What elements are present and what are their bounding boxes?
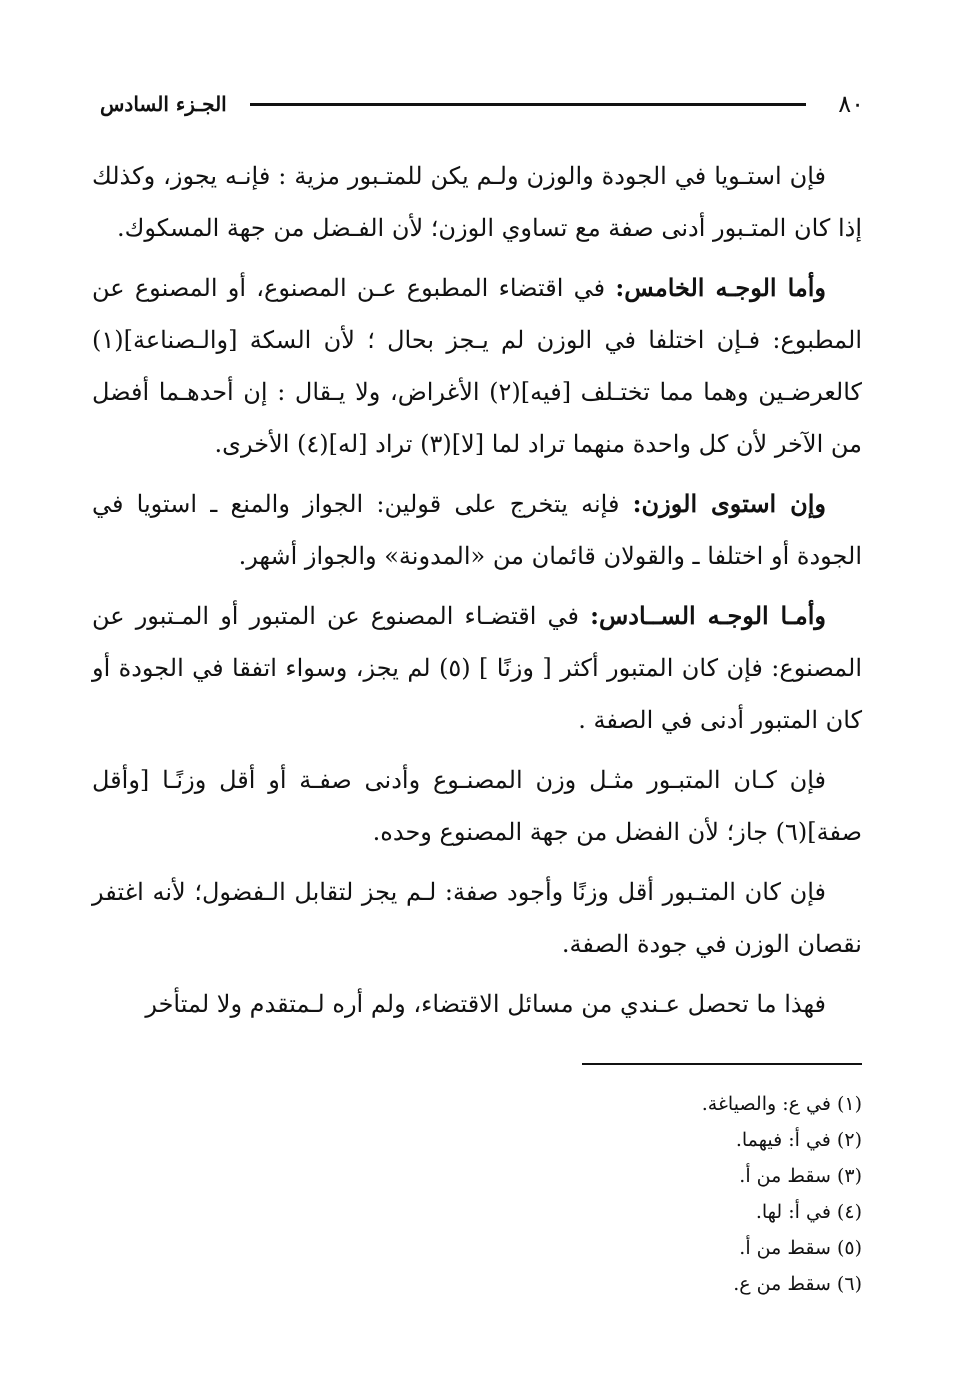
paragraph-3-heading: وإن استوى الوزن: (632, 489, 827, 518)
footnote-item: (٤) في أ: لها. (755, 1201, 862, 1223)
paragraph-5-text: فإن كـان المتبـور مثـل وزن المصنـوع وأدنى صفـة أو أقل وزنًـا [وأقل صفة](٦) جاز؛ لأن الفضل من جهة المصنوع وحده. (92, 766, 862, 846)
paragraph-4-heading: وأمـا الوجـه الســادس: (590, 601, 827, 630)
footnote-item: (٦) سقط من ع. (733, 1273, 862, 1295)
footnote-separator (582, 1063, 862, 1065)
paragraph-7 (92, 978, 862, 1030)
paragraph-2-heading: وأما الوجـه الخامس: (615, 273, 826, 302)
paragraph-7-text: فهذا ما تحصل عـندي من مسائل الاقتضاء، ولم أره لـمتقدم ولا لمتأخر (145, 990, 826, 1018)
footnote-item: (٣) سقط من أ. (739, 1165, 862, 1187)
paragraph-2 (92, 262, 862, 470)
paragraph-3 (92, 478, 862, 582)
paragraph-5 (92, 754, 862, 858)
paragraph-1-text: فإن استـويا في الجودة والوزن ولـم يكن للمتـبور مزية : فإنـه يجوز، وكذلك إذا كان المتـبور أدنى صفة مع تساوي الوزن؛ لأن الفـضل من جهة المسكوك. (92, 162, 862, 242)
paragraph-3-text: فإنه يتخرج على قولين: الجواز والمنع ـ استويا في الجودة أو اختلفا ـ والقولان قائمان من «المدونة» والجواز أشهر. (92, 490, 862, 570)
footnote-item: (٥) سقط من أ. (739, 1237, 862, 1259)
volume-title: الجـزء السادس (100, 92, 227, 116)
main-text (92, 150, 862, 1038)
paragraph-1 (92, 150, 862, 254)
paragraph-2-text: في اقتضاء المطبوع عـن المصنوع، أو المصنوع عن المطبوع: فـإن اختلفا في الوزن لم يـجز بحال ؛ لأن السكة [والـصناعة](١) كالعرضـين وهما مما تختـلف [فيه](٢) الأغراض، ولا يـقال : إن أحدهـما أفضل من الآخر لأن كل واحدة منهما تراد لما [لا](٣) تراد [له](٤) الأخرى. (92, 274, 862, 458)
header-rule (250, 103, 806, 106)
footnote-item: (٢) في أ: فيهما. (735, 1129, 862, 1151)
footnotes-list (462, 1086, 862, 1302)
footnote-item: (١) في ع: والصياغة. (701, 1093, 862, 1115)
running-header (100, 86, 864, 122)
page-number: ٨٠ (838, 90, 864, 118)
paragraph-4 (92, 590, 862, 746)
paragraph-4-text: في اقتضـاء المصنوع عن المتبور أو المـتبور عن المصنوع: فإن كان المتبور أكثر [ وزنًا ] (٥) لم يجز، وسواء اتفقا في الجودة أو كان المتبور أدنى في الصفة . (92, 602, 863, 734)
paragraph-6-text: فإن كان المتـبور أقل وزنًا وأجود صفة: لـم يجز لتقابل الـفضول؛ لأنه اغتفر نقصان الوزن في جودة الصفة. (92, 878, 862, 958)
paragraph-6 (92, 866, 862, 970)
